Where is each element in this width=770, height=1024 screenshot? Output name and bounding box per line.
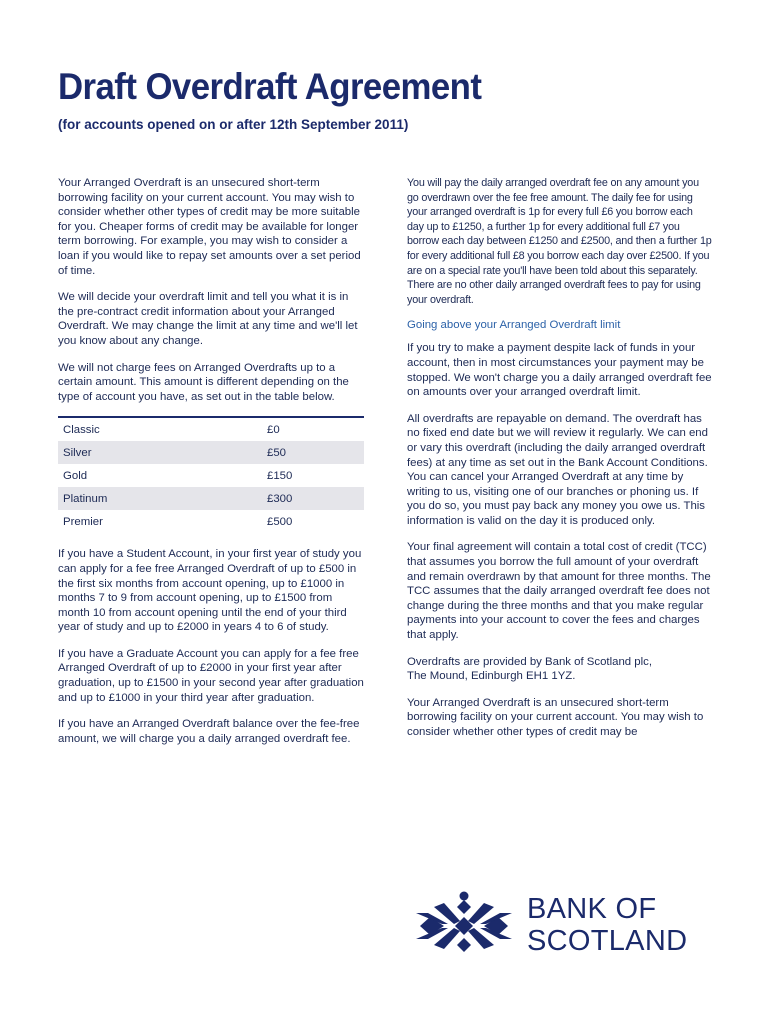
table-row: [58, 510, 364, 533]
table-row: [58, 441, 364, 464]
account-type-cell: Premier: [63, 515, 103, 528]
provider-line: Overdrafts are provided by Bank of Scotland plc,: [407, 655, 653, 668]
student-account-paragraph: If you have a Student Account, in your first year of study you can apply for a fee free Arranged Overdraft of up to £500 in the first six months from account opening, up to £1000 in months 7 to 9 from account opening, up to £1500 from month 10 from account opening until the end of your third year of study and up to £2000 in years 4 to 6 of study.: [58, 548, 362, 634]
fee-free-amount-cell: £500: [267, 515, 293, 528]
closing-paragraph: Your Arranged Overdraft is an unsecured short-term borrowing facility on your current account. You may wish to consider whether other types of credit may be: [407, 696, 704, 738]
account-type-cell: Silver: [58, 441, 262, 464]
page-subtitle: (for accounts opened on or after 12th September 2011): [58, 117, 409, 132]
account-type-cell: Gold: [63, 469, 88, 482]
left-column: [58, 176, 364, 758]
daily-fee-paragraph: You will pay the daily arranged overdraft fee on any amount you go overdrawn over the fee free amount. The daily fee for using your arranged overdraft is 1p for every full £6 you borrow each day up to £1250, a further 1p for every additional full £7 you borrow each day between £1250 and £2500, and then a further 1p for every additional full £8 you borrow each day over £2500. If you are on a special rate you'll have been told about this separately. There are no other daily arranged overdraft fees to pay for using your overdraft.: [407, 177, 712, 306]
fee-free-amount-cell: £50: [262, 441, 364, 464]
table-row: [58, 487, 364, 510]
table-row: [58, 417, 364, 441]
logo-line: BANK OF: [527, 893, 657, 925]
saltire-icon: [414, 891, 514, 961]
limit-paragraph: We will decide your overdraft limit and tell you what it is in the pre-contract credit information about your Arranged Overdraft. We may change the limit at any time and we'll let you know about any change.: [58, 291, 358, 347]
graduate-account-paragraph: If you have a Graduate Account you can apply for a fee free Arranged Overdraft of up to £2000 in your first year after graduation, up to £1500 in your second year after graduation and up to £1000 in your third year after graduation.: [58, 647, 364, 704]
address-line: The Mound, Edinburgh EH1 1YZ.: [407, 670, 576, 683]
lack-of-funds-paragraph: If you try to make a payment despite lack of funds in your account, then in most circumstances your payment may be stopped. We won't charge you a daily arranged overdraft fee on amounts over your arranged overdraft limit.: [407, 342, 712, 399]
balance-over-fee-free-paragraph: If you have an Arranged Overdraft balance over the fee-free amount, we will charge you a daily arranged overdraft fee.: [58, 718, 360, 745]
account-type-cell: Platinum: [58, 487, 262, 510]
fees-paragraph: We will not charge fees on Arranged Overdrafts up to a certain amount. This amount is different depending on the type of account you have, as set out in the table below.: [58, 361, 349, 403]
right-column: [407, 176, 712, 752]
provider-address-paragraph: [407, 655, 712, 684]
bank-of-scotland-logo: [414, 891, 714, 961]
fee-free-table: [58, 416, 364, 533]
repayable-on-demand-paragraph: All overdrafts are repayable on demand. The overdraft has no fixed end date but we will review it regularly. We can end or vary this overdraft (including the daily arranged overdraft fees) at any time as set out in the Bank Account Conditions. You can cancel your Arranged Overdraft at any time by writing to us, visiting one of our branches or phoning us. If you do so, you must pay back any money you owe us. This information is valid on the day it is produced only.: [407, 412, 708, 527]
logo-line: SCOTLAND: [527, 925, 688, 957]
account-type-cell: Classic: [63, 423, 100, 436]
logo-wordmark: [527, 893, 687, 957]
section-heading: Going above your Arranged Overdraft limit: [407, 319, 621, 332]
intro-paragraph: Your Arranged Overdraft is an unsecured short-term borrowing facility on your current account. You may wish to consider whether other types of credit may be more suitable for you. Cheaper forms of credit may be available for longer term borrowing. For example, you may wish to consider a loan if you would like to repay set amounts over a set period of time.: [58, 177, 361, 277]
fee-free-amount-cell: £0: [267, 423, 280, 436]
total-cost-of-credit-paragraph: Your final agreement will contain a total cost of credit (TCC) that assumes you borrow the full amount of your overdraft and remain overdrawn by that amount for three months. The TCC assumes that the daily arranged overdraft fee does not change during the three months and that you make regular payments into your account to cover the fees and charges that apply.: [407, 541, 711, 642]
page-title: Draft Overdraft Agreement: [58, 66, 482, 107]
fee-free-amount-cell: £300: [262, 487, 364, 510]
fee-free-amount-cell: £150: [267, 469, 293, 482]
table-row: [58, 464, 364, 487]
